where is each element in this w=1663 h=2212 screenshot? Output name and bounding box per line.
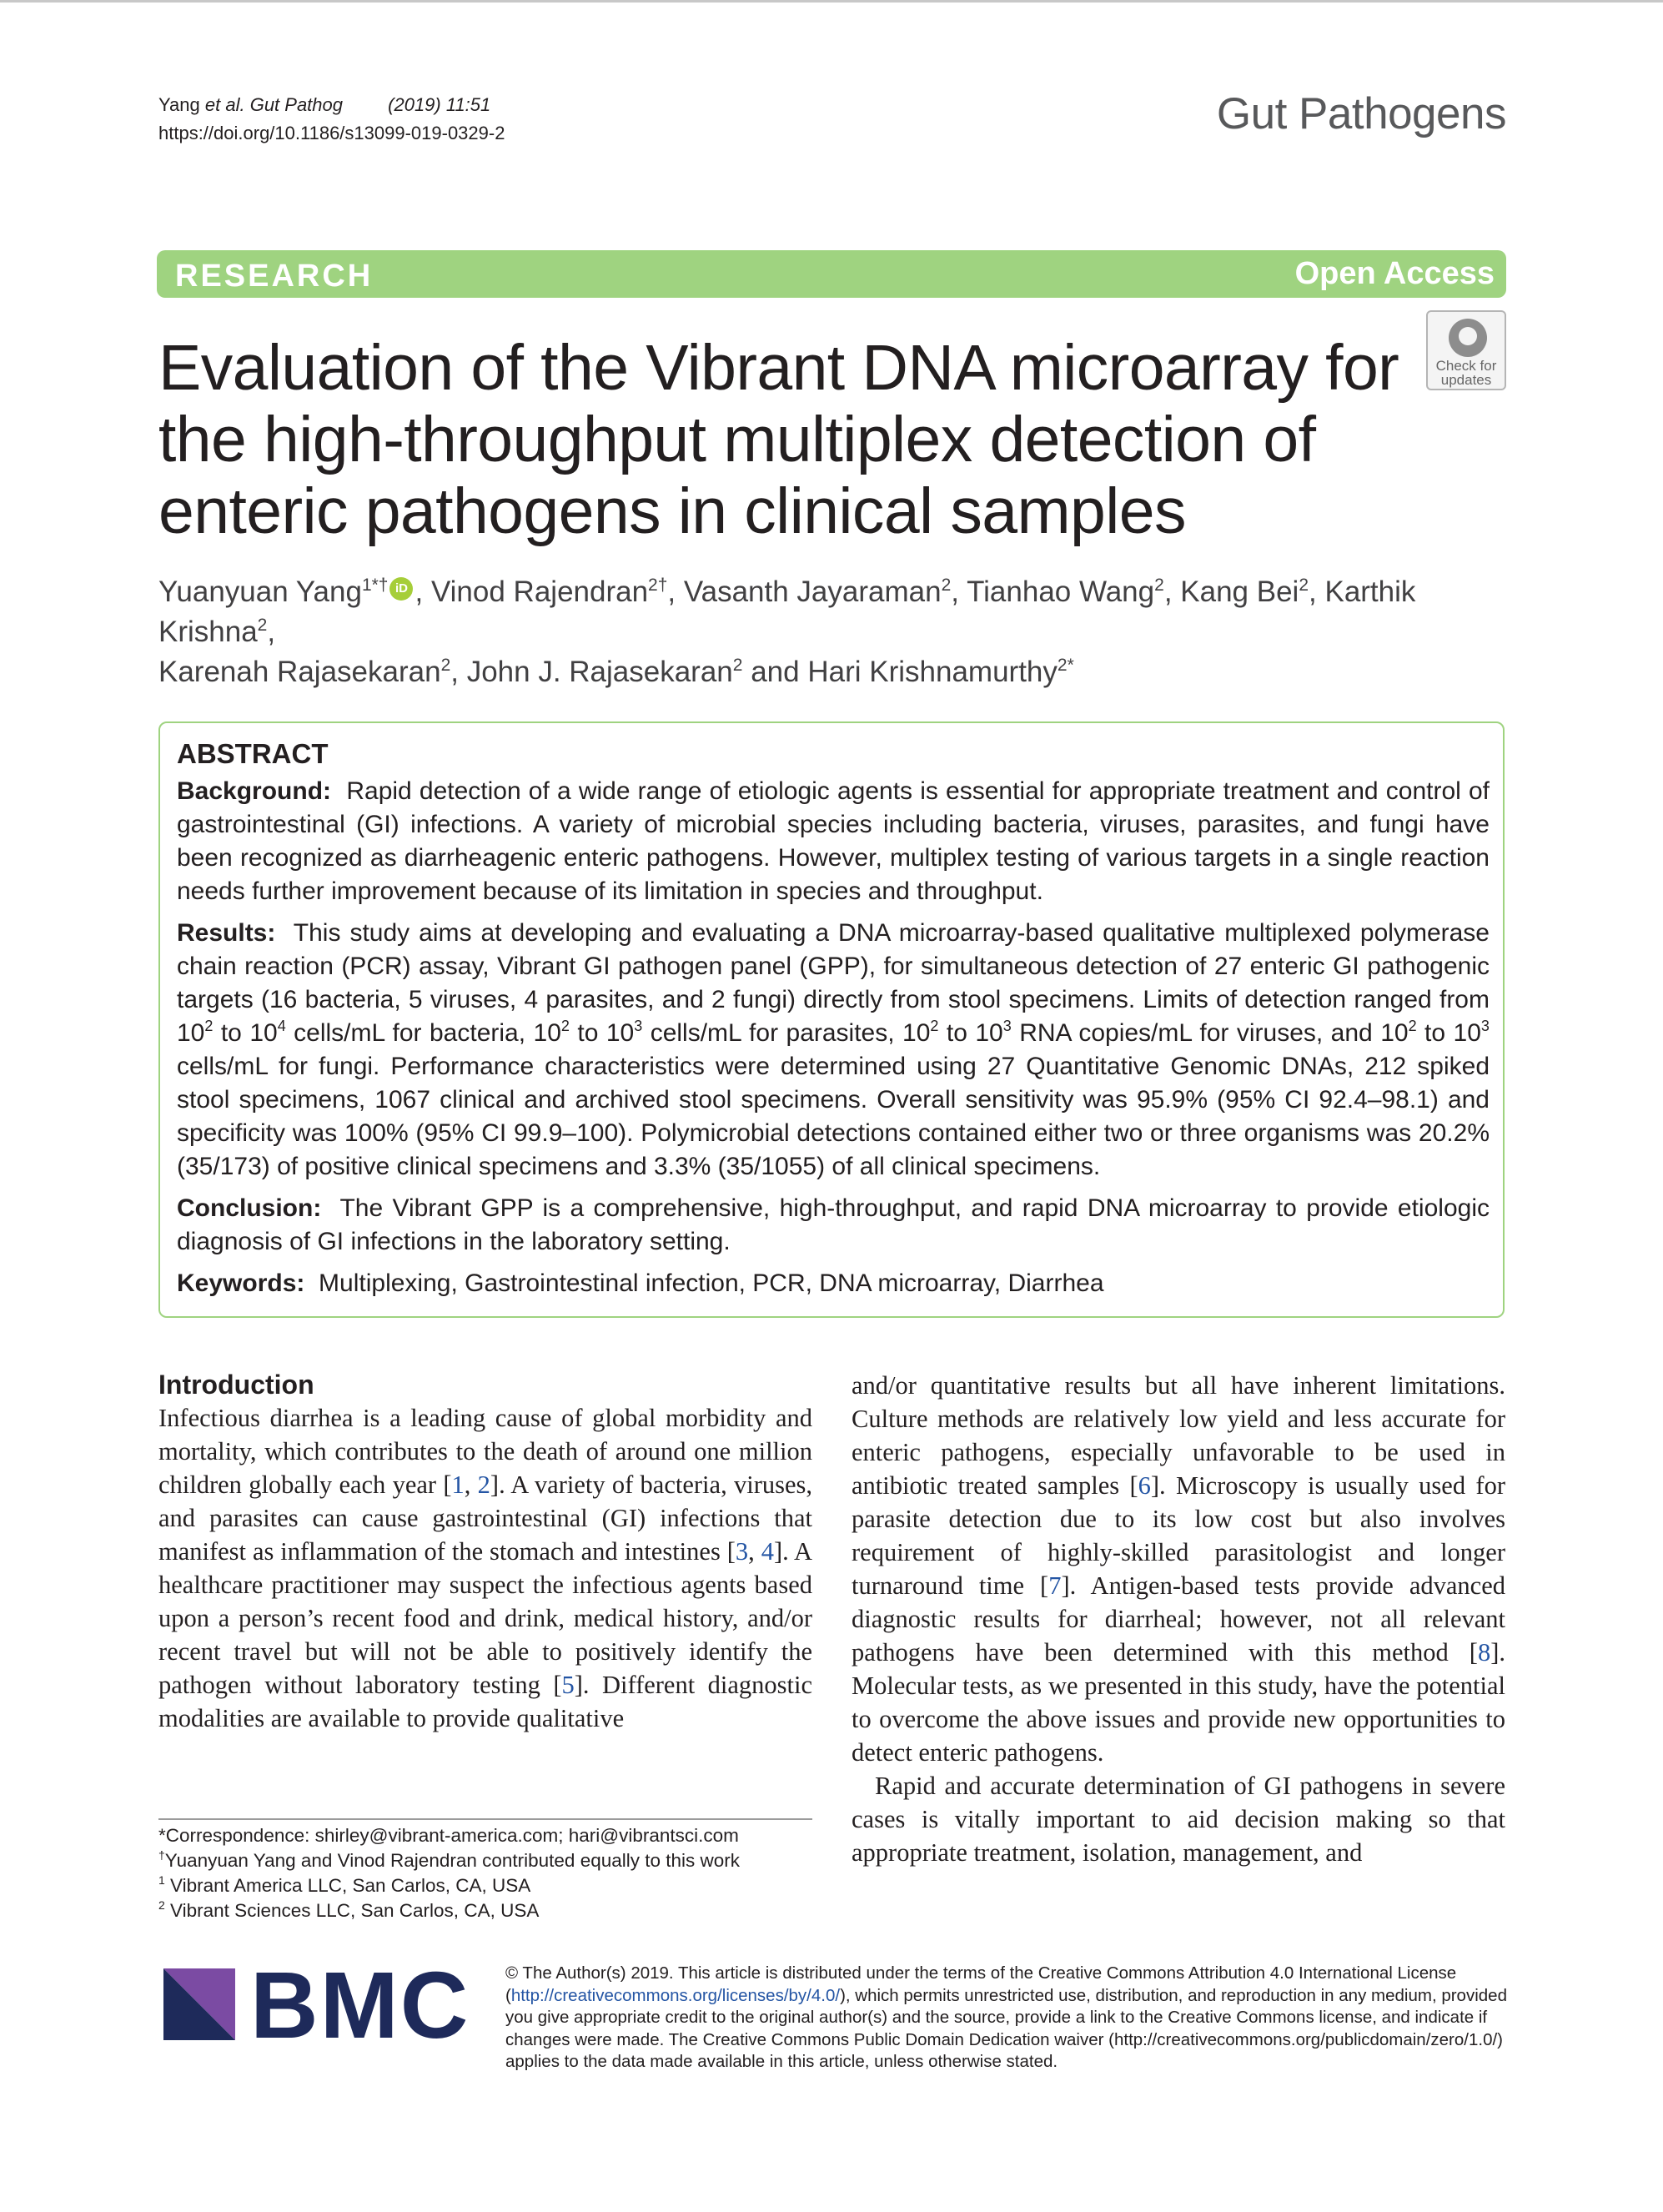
affiliation-2: $^2$ Vibrant Sciences LLC, San Carlos, CA, USA — [158, 1898, 540, 1921]
author-name: Tianhao Wang — [967, 576, 1155, 608]
abstract-content — [177, 736, 1490, 1309]
doi-link[interactable]: https://doi.org/10.1186/s13099-019-0329-2 — [158, 123, 505, 143]
author-name: Karenah Rajasekaran — [158, 656, 441, 688]
cite-etal: et al. — [204, 94, 245, 115]
cite-journal: Gut Pathog — [249, 94, 344, 115]
author-list: Yuanyuan Yang$^{1*\dagger}$iD , Vinod Rajendran$^{2\dagger}$, Vasanth Jayaraman$^2$, Tianhao Wang$^2$, Kang Bei$^2$, Karthik Krishna$^2$, Karenah Rajasekaran$^2$, John J. Rajasekaran$^2$ and Hari Krishnamurthy$^{2*}$ — [158, 572, 1510, 692]
left-column — [158, 1368, 812, 1735]
ref-link-8[interactable]: 8 — [1477, 1638, 1491, 1667]
top-rule — [0, 0, 1663, 3]
right-column — [852, 1369, 1505, 1869]
license-link[interactable]: http://creativecommons.org/licenses/by/4.0/ — [510, 1985, 841, 2005]
ref-link-7[interactable]: 7 — [1048, 1571, 1062, 1600]
author-name: Kang Bei — [1180, 576, 1299, 608]
abstract-results: Results: This study aims at developing and evaluating a DNA microarray-based qualitative multiplexed polymerase chain reaction (PCR) assay, Vibrant GI pathogen panel (GPP), for simultaneous detection of 27 enteric GI pathogenic targets (16 bacteria, 5 viruses, 4 parasites, and 2 fungi) directly from stool specimens. Limits of detection ranged from $10^2$ to $10^4$ cells/mL for bacteria, $10^2$ to $10^3$ cells/mL for parasites, $10^2$ to $10^3$ RNA copies/mL for viruses, and $10^2$ to $10^3$ cells/mL for fungi. Performance characteristics were determined using 27 Quantitative Genomic DNAs, 212 spiked stool specimens, 1067 clinical and archived stool specimens. Overall sensitivity was 95.9% (95% CI 92.4–98.1) and specificity was 100% (95% CI 99.9–100). Polymicrobial detections contained either two or three organisms was 20.2% (35/173) of positive clinical specimens and 3.3% (35/1055) of all clinical specimens. — [177, 919, 1490, 1180]
check-updates-text: Check for updates — [1435, 358, 1497, 388]
cite-author: Yang — [158, 94, 200, 115]
abstract-background: Background: Rapid detection of a wide range of etiologic agents is essential for appropriate treatment and control of gastrointestinal (GI) infections. A variety of microbial species including bacteria, viruses, parasites, and fungi have been recognized as diarrheagenic enteric pathogens. However, multiplex testing of various targets in a single reaction needs further improvement because of its limitation in species and throughput. — [177, 777, 1490, 905]
article-type-label: RESEARCH — [175, 259, 374, 294]
open-access-label: Open Access — [1294, 256, 1495, 291]
citation-line — [158, 93, 490, 117]
abstract-conclusion: Conclusion: The Vibrant GPP is a comprehensive, high-throughput, and rapid DNA microarray to provide etiologic diagnosis of GI infections in the laboratory setting. — [177, 1194, 1490, 1255]
author-name: Vasanth Jayaraman — [683, 576, 942, 608]
ref-link-4[interactable]: 4 — [761, 1537, 774, 1566]
check-updates-icon — [1449, 319, 1487, 357]
license-text: © The Author(s) 2019. This article is distributed under the terms of the Creative Commons Attribution 4.0 International License (http://creativecommons.org/licenses/by/4.0/), which permits unrestricted use, distribution, and reproduction in any medium, provided you give appropriate credit to the original author(s) and the source, provide a link to the Creative Commons license, and indicate if changes were made. The Creative Commons Public Domain Dedication waiver (http://creativecommons.org/publicdomain/zero/1.0/) applies to the data made available in this article, unless otherwise stated. — [505, 1963, 1507, 2071]
ref-link-6[interactable]: 6 — [1138, 1471, 1151, 1500]
footnote-divider — [158, 1818, 812, 1820]
bmc-logo-text: BMC — [250, 1953, 470, 2058]
journal-name: Gut Pathogens — [1216, 89, 1506, 138]
ref-link-1[interactable]: 1 — [451, 1470, 465, 1499]
equal-contribution-note: †Yuanyuan Yang and Vinod Rajendran contributed equally to this work — [158, 1848, 741, 1871]
bmc-logo-icon — [163, 1968, 235, 2040]
ref-link-3[interactable]: 3 — [735, 1537, 749, 1566]
check-for-updates-button[interactable] — [1426, 310, 1506, 390]
footnotes — [158, 1823, 817, 1923]
author-name: Vinod Rajendran — [430, 576, 649, 608]
cite-year: (2019) 11:51 — [388, 94, 491, 115]
author-name: Karthik Krishna — [158, 576, 1416, 648]
introduction-heading: Introduction — [158, 1370, 314, 1400]
author-name: John J. Rajasekaran — [466, 656, 733, 688]
ref-link-5[interactable]: 5 — [561, 1671, 575, 1699]
abstract-heading: ABSTRACT — [177, 738, 329, 769]
orcid-icon[interactable] — [389, 577, 413, 601]
intro-paragraph-2: Rapid and accurate determination of GI pathogens in severe cases is vitally important to aid decision making so that appropriate treatment, isolation, management, and — [852, 1772, 1505, 1867]
article-type-banner — [157, 250, 1506, 298]
affiliation-1: $^1$ Vibrant America LLC, San Carlos, CA, USA — [158, 1873, 531, 1896]
author-name: Hari Krishnamurthy — [807, 656, 1058, 688]
intro-paragraph-1-cont: and/or quantitative results but all have inherent limitations. Culture methods are relatively low yield and less accurate for enteric pathogens, especially unfavorable to be used in antibiotic treated samples [6]. Microscopy is usually used for parasite detection due to its low cost but also involves requirement of highly-skilled parasitologist and longer turnaround time [7]. Antigen-based tests provide advanced diagnostic results for diarrheal; however, not all relevant pathogens have been determined with this method [8]. Molecular tests, as we presented in this study, have the potential to overcome the above issues and provide new opportunities to detect enteric pathogens. — [852, 1371, 1505, 1767]
intro-paragraph-1: Infectious diarrhea is a leading cause of global morbidity and mortality, which contributes to the death of around one million children globally each year [1, 2]. A variety of bacteria, viruses, and parasites can cause gastrointestinal (GI) infections that manifest as inflammation of the stomach and intestines [3, 4]. A healthcare practitioner may suspect the infectious agents based upon a person’s recent food and drink, medical history, and/or recent travel but will not be able to positively identify the pathogen without laboratory testing [5]. Different diagnostic modalities are available to provide qualitative — [158, 1404, 813, 1732]
correspondence-note: *Correspondence: shirley@vibrant-america.com; hari@vibrantsci.com — [158, 1825, 739, 1846]
abstract-keywords: Keywords: Multiplexing, Gastrointestinal infection, PCR, DNA microarray, Diarrhea — [177, 1269, 1104, 1297]
article-title: Evaluation of the Vibrant DNA microarray for the high-throughput multiplex detection of enteric pathogens in clinical samples — [158, 332, 1399, 547]
abstract-box — [158, 721, 1505, 1318]
ref-link-2[interactable]: 2 — [477, 1470, 490, 1499]
author-name: Yuanyuan Yang — [158, 576, 362, 608]
